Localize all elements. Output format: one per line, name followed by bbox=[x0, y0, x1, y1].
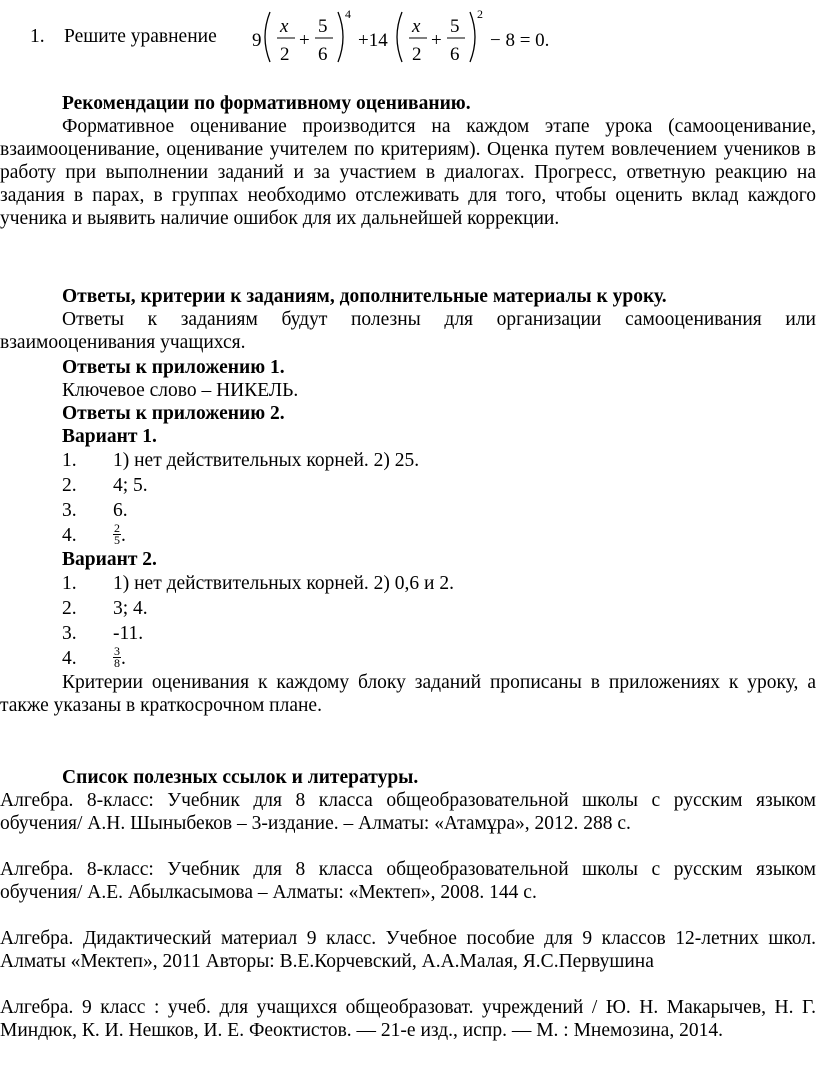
list-item: 1. 1) нет действительных корней. 2) 0,6 и 2. bbox=[62, 573, 454, 594]
eq-num5-2: 5 bbox=[450, 16, 460, 37]
list-item: 1. 1) нет действительных корней. 2) 25. bbox=[62, 450, 420, 471]
references-heading: Список полезных ссылок и литературы. bbox=[62, 767, 419, 788]
reference-item: Алгебра. Дидактический материал 9 класс. Учебное пособие для 9 классов 12-летних школ. Алматы «Мектеп», 2011 Авторы: В.Е.Корчевский, А.А.Малая, Я.С.Первушина bbox=[0, 928, 816, 972]
reference-item: Алгебра. 8-класс: Учебник для 8 класса общеобразовательной школы с русским языком обучения/ А.Е. Абылкасымова – Алматы: «Мектеп», 2008. 144 с. bbox=[0, 859, 816, 903]
eq-power-2: 2 bbox=[477, 7, 483, 21]
app2-heading: Ответы к приложению 2. bbox=[62, 403, 285, 424]
eq-paren-close-2 bbox=[470, 12, 475, 62]
references-section bbox=[0, 766, 816, 1065]
list-item: 2. 4; 5. bbox=[62, 475, 148, 496]
equation-formula bbox=[252, 6, 552, 68]
eq-plus-2: + bbox=[431, 30, 442, 51]
eq-x-2: x bbox=[412, 16, 421, 37]
answers-intro: Ответы к заданиям будут полезны для организации самооценивания или взаимооценивания учащихся. bbox=[0, 309, 816, 353]
eq-den6-2: 6 bbox=[450, 44, 460, 65]
list-item: 4. $\frac{3}{8}$ . bbox=[62, 644, 126, 671]
eq-den-1: 2 bbox=[280, 44, 290, 65]
eq-paren-open-2 bbox=[397, 12, 402, 62]
reference-item: Алгебра. 9 класс : учеб. для учащихся общеобразоват. учреждений / Ю. Н. Макарычев, Н. Г. Миндюк, К. И. Нешков, И. Е. Феоктистов. — 21-е изд., испр. — М. : Мнемозина, 2014. bbox=[0, 997, 816, 1041]
list-item: 3. -11. bbox=[62, 623, 144, 644]
recommendations-heading: Рекомендации по формативному оцениванию. bbox=[62, 93, 471, 114]
list-item: 4. $\frac{2}{5}$ . bbox=[62, 521, 126, 548]
eq-num5-1: 5 bbox=[318, 16, 328, 37]
fraction: $\frac{3}{8}$ bbox=[114, 644, 120, 671]
eq-power-4: 4 bbox=[345, 7, 351, 21]
eq-x-1: x bbox=[280, 16, 289, 37]
list-item: 2. 3; 4. bbox=[62, 598, 148, 619]
eq-den-2: 2 bbox=[412, 44, 422, 65]
eq-tail: − 8 = 0. bbox=[490, 30, 550, 51]
app1-heading: Ответы к приложению 1. bbox=[62, 357, 285, 378]
recommendations-section bbox=[0, 92, 816, 230]
answers-heading: Ответы, критерии к заданиям, дополнительные материалы к уроку. bbox=[62, 286, 667, 307]
task-label: Решите уравнение bbox=[64, 26, 217, 47]
app1-text: Ключевое слово – НИКЕЛЬ. bbox=[62, 380, 299, 401]
eq-plus-1: + bbox=[299, 30, 310, 51]
reference-item: Алгебра. 8-класс: Учебник для 8 класса общеобразовательной школы с русским языком обучения/ А.Н. Шыныбеков – 3-издание. – Алматы: «Атамұра», 2012. 288 с. bbox=[0, 790, 816, 834]
task-1 bbox=[30, 6, 810, 68]
eq-coef1: 9 bbox=[252, 30, 262, 51]
task-number: 1. bbox=[30, 26, 45, 47]
variant2-heading: Вариант 2. bbox=[62, 549, 157, 570]
eq-paren-close-1 bbox=[338, 12, 343, 62]
list-item: 3. 6. bbox=[62, 500, 128, 521]
eq-paren-open-1 bbox=[265, 12, 270, 62]
variant1-heading: Вариант 1. bbox=[62, 426, 157, 447]
recommendations-text: Формативное оценивание производится на каждом этапе урока (самооценивание, взаимооценивание, оценивание учителем по критериям). Оценка путем вовлечением учеников в работу при выполнении заданий и за участием в диалогах. Прогресс, ответную реакцию на задания в парах, в группах необходимо отслеживать для того, чтобы оценить вклад каждого ученика и выявить наличие ошибок для их дальнейшей коррекции. bbox=[0, 116, 816, 229]
eq-den6-1: 6 bbox=[318, 44, 328, 65]
answers-section bbox=[0, 285, 816, 717]
eq-coef2: +14 bbox=[358, 30, 388, 51]
criteria-text: Критерии оценивания к каждому блоку заданий прописаны в приложениях к уроку, а также указаны в краткосрочном плане. bbox=[0, 672, 816, 716]
fraction: $\frac{2}{5}$ bbox=[114, 521, 120, 548]
